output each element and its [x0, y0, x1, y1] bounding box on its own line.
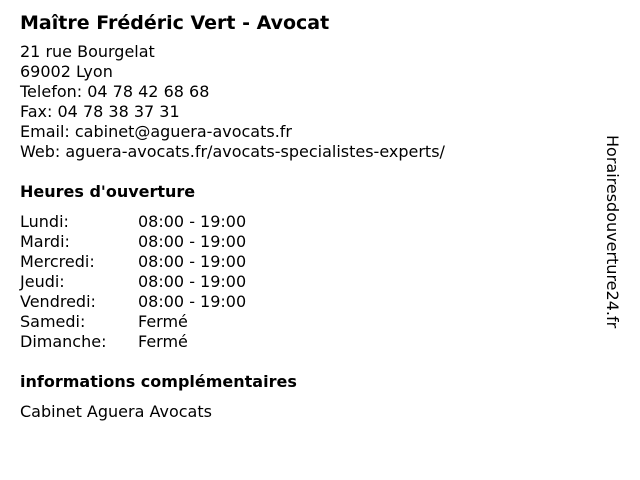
hours-time: 08:00 - 19:00	[138, 292, 247, 311]
hours-row-thursday	[20, 272, 600, 292]
hours-day: Mardi:	[20, 232, 70, 251]
web-line	[20, 142, 600, 162]
web-link[interactable]: aguera-avocats.fr/avocats-specialistes-experts/	[65, 142, 445, 161]
hours-time: 08:00 - 19:00	[138, 232, 247, 251]
hours-heading: Heures d'ouverture	[20, 182, 196, 201]
hours-day: Samedi:	[20, 312, 86, 331]
phone-label: Telefon:	[20, 82, 83, 101]
hours-day: Mercredi:	[20, 252, 95, 271]
hours-row-saturday	[20, 312, 600, 332]
extra-info-text: Cabinet Aguera Avocats	[20, 402, 212, 421]
hours-day: Lundi:	[20, 212, 69, 231]
phone-number[interactable]: 04 78 42 68 68	[87, 82, 210, 101]
hours-day: Dimanche:	[20, 332, 107, 351]
phone-line	[20, 82, 600, 102]
hours-row-tuesday	[20, 232, 600, 252]
site-watermark: Horairesdouverture24.fr	[603, 135, 622, 329]
email-label: Email:	[20, 122, 70, 141]
hours-row-friday	[20, 292, 600, 312]
fax-line	[20, 102, 600, 122]
hours-time: Fermé	[138, 312, 188, 331]
hours-row-sunday	[20, 332, 600, 352]
hours-table	[20, 212, 600, 352]
hours-row-wednesday	[20, 252, 600, 272]
business-card	[20, 10, 600, 422]
hours-time: 08:00 - 19:00	[138, 272, 247, 291]
fax-label: Fax:	[20, 102, 53, 121]
address-street: 21 rue Bourgelat	[20, 42, 155, 61]
hours-row-monday	[20, 212, 600, 232]
hours-day: Vendredi:	[20, 292, 96, 311]
hours-time: Fermé	[138, 332, 188, 351]
extra-info-heading: informations complémentaires	[20, 372, 297, 391]
email-line	[20, 122, 600, 142]
web-label: Web:	[20, 142, 61, 161]
hours-day: Jeudi:	[20, 272, 65, 291]
hours-time: 08:00 - 19:00	[138, 252, 247, 271]
business-title: Maître Frédéric Vert - Avocat	[20, 12, 330, 34]
fax-number: 04 78 38 37 31	[57, 102, 180, 121]
hours-time: 08:00 - 19:00	[138, 212, 247, 231]
email-link[interactable]: cabinet@aguera-avocats.fr	[74, 122, 293, 141]
address-city: 69002 Lyon	[20, 62, 113, 81]
